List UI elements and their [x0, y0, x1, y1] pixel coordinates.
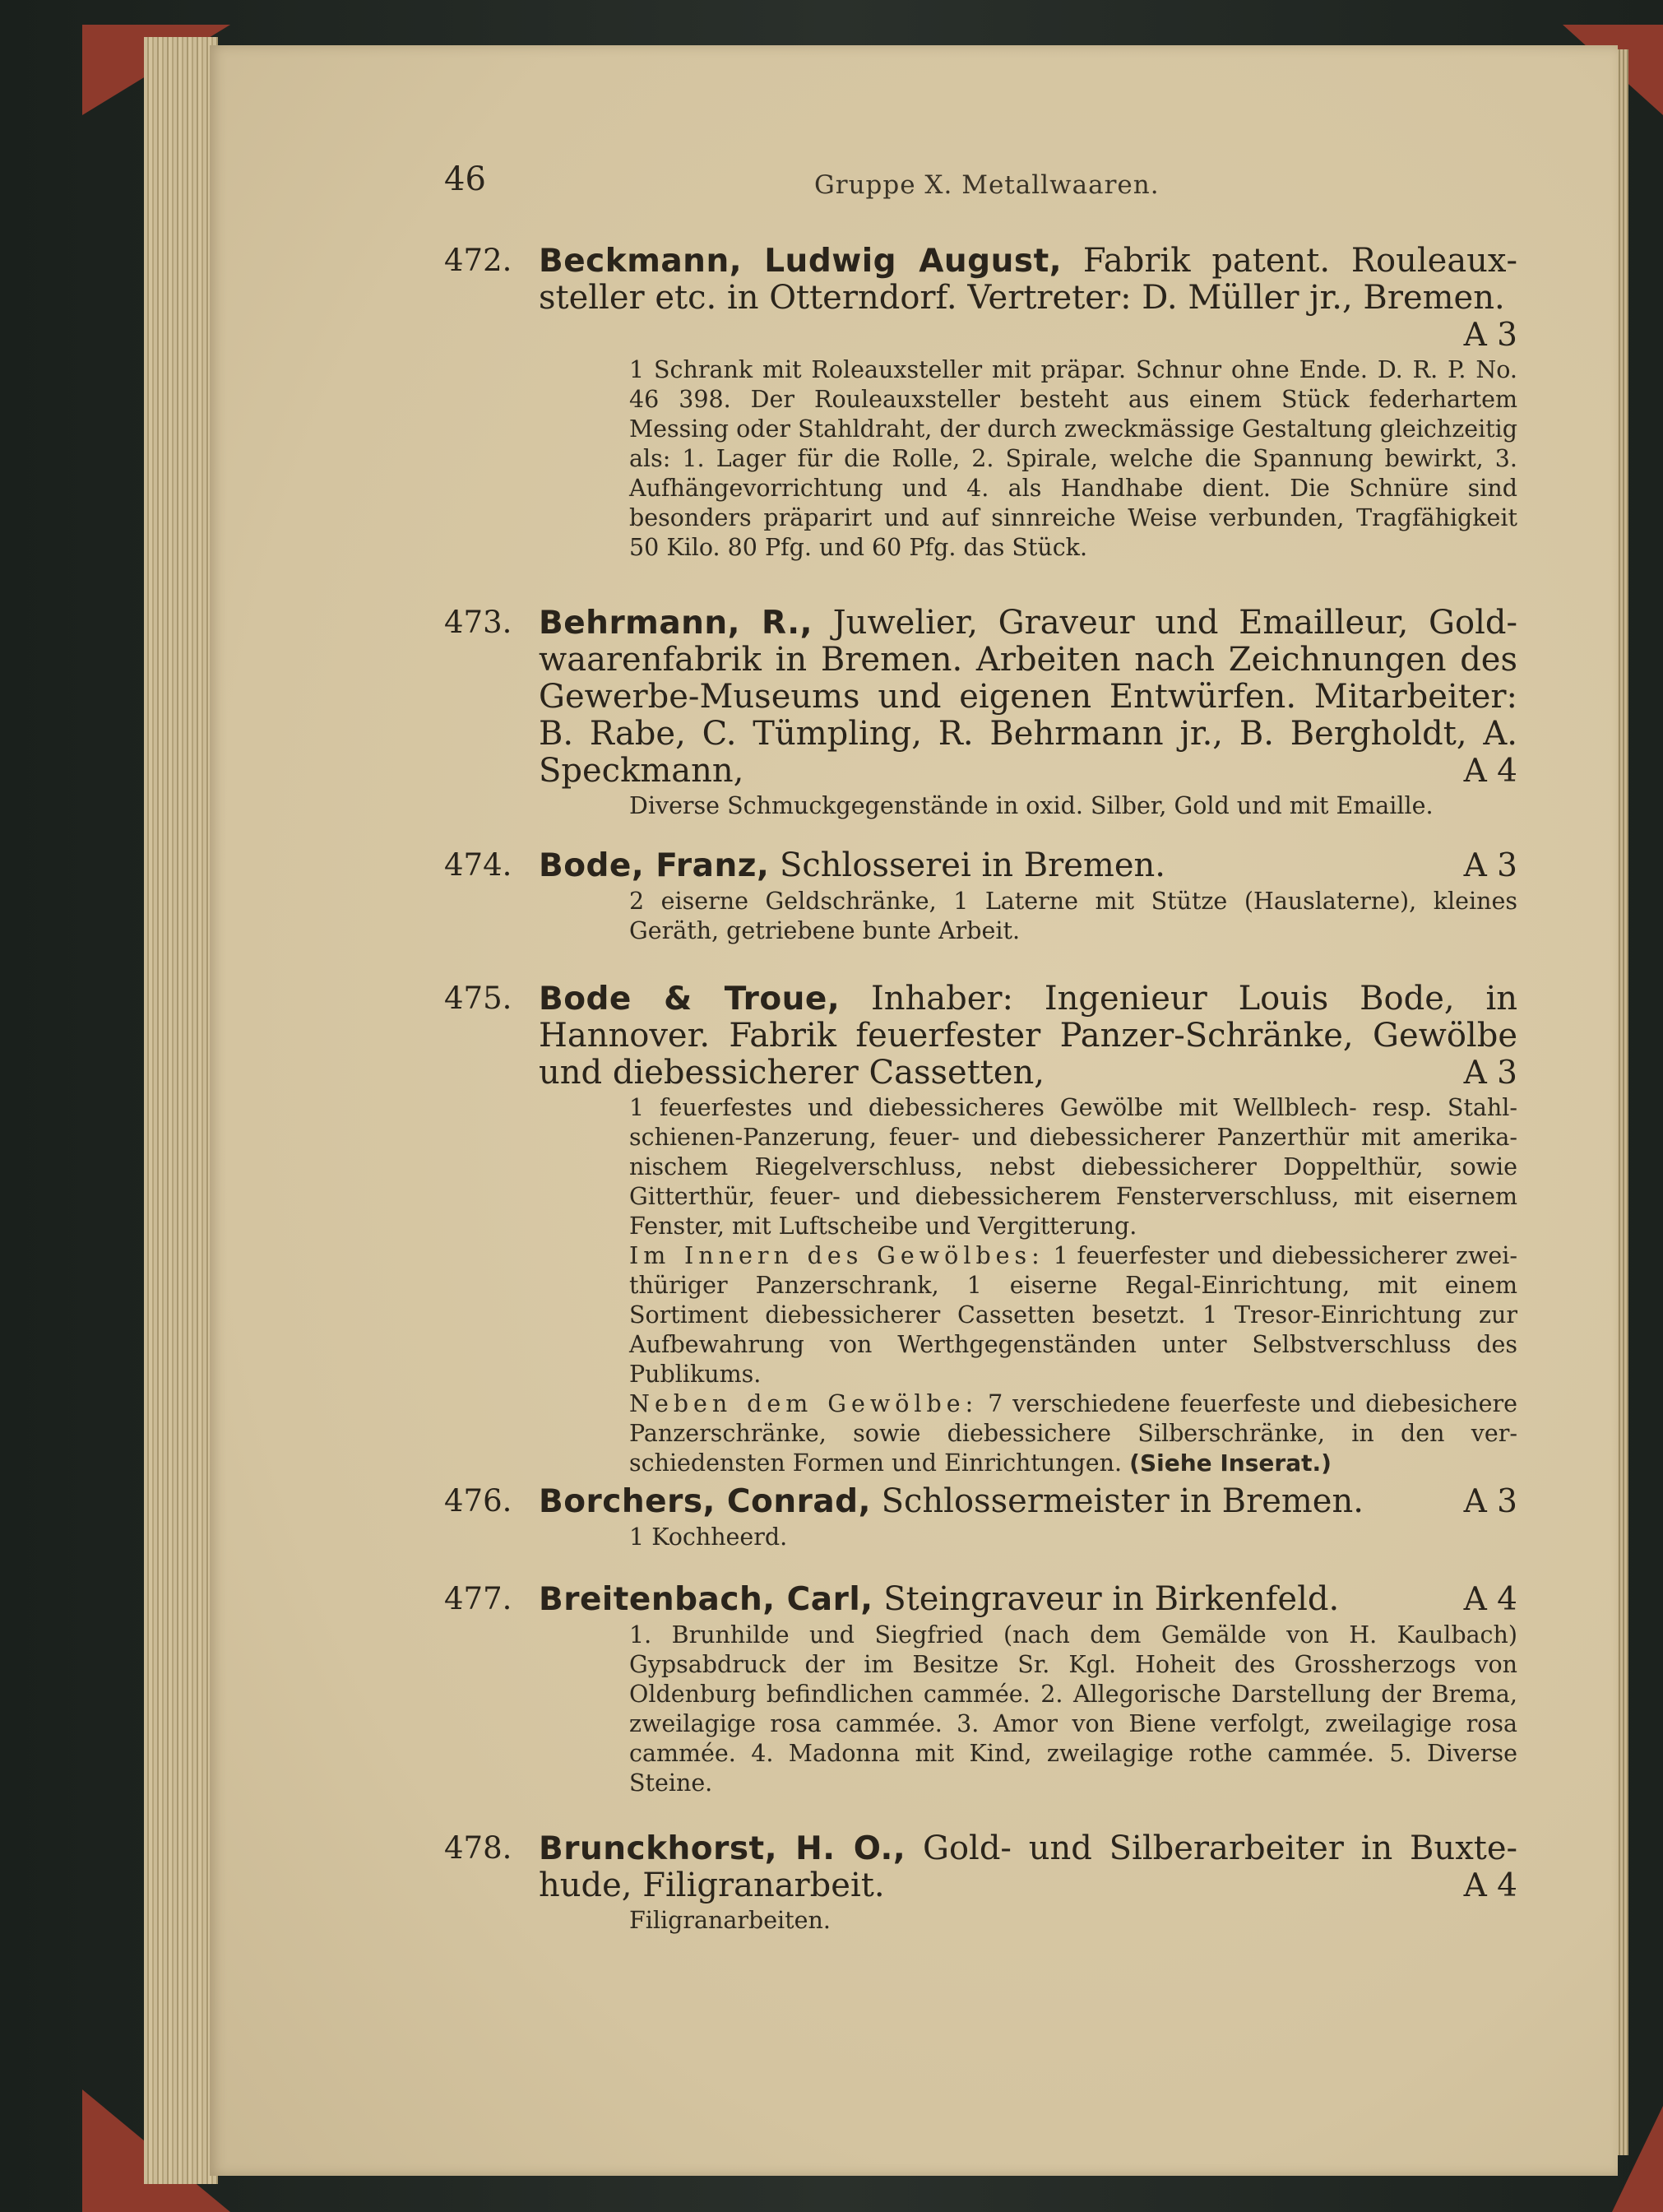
location-code: A 3: [1463, 847, 1517, 884]
entry-heading: [539, 1830, 1517, 1904]
entry-heading: [539, 1483, 1517, 1520]
section-lead: Neben dem Gewölbe:: [629, 1390, 979, 1417]
description-part: 7 verschiedene feuerfeste und diebesichere Panzerschränke, sowie diebessichere Silberschränke, in den verschiedensten Formen und Einrichtungen.: [629, 1390, 1518, 1477]
location-code: A 4: [1463, 1867, 1517, 1904]
section-lead: Im Innern des Gewölbes:: [629, 1242, 1045, 1269]
exhibitor-name: Brunckhorst, H. O.,: [539, 1830, 906, 1867]
location-code: A 3: [1463, 1483, 1517, 1520]
description-part: 1 feuerfester und diebessicherer zweithüriger Panzerschrank, 1 eiserne Regal-Einrichtung, mit einem Sortiment diebessicherer Cassetten besetzt. 1 Tresor-Einrichtung zur Aufbewahrung von Werthgegenständen unter Selbstverschluss des Publikums.: [629, 1242, 1517, 1388]
entry-number: 475.: [444, 981, 512, 1016]
entry-text: Schlosserei in Bremen.: [779, 846, 1165, 884]
entry-text: Gold- und Silberarbeiter in Buxtehude, Filigranarbeit.: [539, 1829, 1518, 1904]
entry-number: 473.: [444, 605, 512, 640]
entry-text: Fabrik patent. Rouleauxsteller etc. in Otterndorf. Vertreter: D. Müller jr., Bremen.: [539, 242, 1518, 317]
entry-heading: [539, 981, 1517, 1092]
entry-heading: [539, 847, 1517, 884]
exhibitor-name: Breitenbach, Carl,: [539, 1581, 873, 1618]
description-part: 1 feuerfestes und diebessicheres Gewölbe mit Wellblech- resp. Stahlschienen-Panzerung, feuer- und diebessicherer Panzerthür mit amerikanischem Riegelverschluss, nebst diebessicherer Doppelthür, sowie Gitterthür, feuer- und diebessicherem Fensterverschluss, mit eisernem Fenster, mit Luftscheibe und Vergitterung.: [629, 1094, 1517, 1240]
page-number: 46: [444, 160, 486, 198]
entry-description: 1 Kochheerd.: [629, 1523, 788, 1551]
entry-number: 474.: [444, 847, 512, 883]
location-code: A 3: [1463, 317, 1517, 354]
exhibitor-name: Beckmann, Ludwig August,: [539, 243, 1063, 280]
exhibitor-name: Behrmann, R.,: [539, 605, 813, 642]
running-title: Gruppe X. Metallwaaren.: [814, 170, 1160, 200]
entry-number: 478.: [444, 1830, 512, 1866]
entry-heading: [539, 243, 1517, 354]
running-head: [0, 160, 1663, 210]
entry-text: Juwelier, Graveur und Emailleur, Goldwaarenfabrik in Bremen. Arbeiten nach Zeichnungen des Gewerbe-Museums und eigenen Entwürfen. Mitarbeiter: B. Rabe, C. Tümpling, R. Behrmann jr., B. Bergholdt, A. Speckmann,: [539, 604, 1518, 790]
entry-text: Schlossermeister in Bremen.: [881, 1482, 1364, 1520]
location-code: A 3: [1463, 1055, 1517, 1092]
entry-number: 472.: [444, 243, 512, 278]
entry-description: [629, 1093, 1517, 1478]
entry-heading: [539, 1581, 1517, 1618]
exhibitor-name: Borchers, Conrad,: [539, 1483, 871, 1520]
exhibitor-name: Bode, Franz,: [539, 847, 770, 884]
entry-text: Inhaber: Ingenieur Louis Bode, in Hannover. Fabrik feuerfester Panzer-Schränke, Gewölbe und diebessicherer Cassetten,: [539, 980, 1517, 1092]
exhibitor-name: Bode & Troue,: [539, 981, 841, 1018]
entry-number: 477.: [444, 1581, 512, 1616]
page-edges: [144, 37, 218, 2184]
entry-description: Diverse Schmuckgegenstände in oxid. Silber, Gold und mit Emaille.: [629, 792, 1434, 819]
entry-description: 1. Brunhilde und Siegfried (nach dem Gemälde von H. Kaulbach) Gypsabdruck der im Besitze Sr. Kgl. Hoheit des Grossherzogs von Oldenburg befindlichen cammée. 2. Allegorische Darstellung der Brema, zweilagige rosa cammée. 3. Amor von Biene verfolgt, zweilagige rosa cammée. 4. Madonna mit Kind, zweilagige rothe cammée. 5. Diverse Steine.: [629, 1621, 1517, 1797]
entry-description: 1 Schrank mit Roleauxsteller mit präpar. Schnur ohne Ende. D. R. P. No. 46 398. Der Rouleauxsteller besteht aus einem Stück federhartem Messing oder Stahldraht, der durch zweckmässige Gestaltung gleichzeitig als: 1. Lager für die Rolle, 2. Spirale, welche die Spannung bewirkt, 3. Aufhängevorrichtung und 4. als Handhabe dient. Die Schnüre sind besonders präparirt und auf sinnreiche Weise verbunden, Tragfähigkeit 50 Kilo. 80 Pfg. und 60 Pfg. das Stück.: [629, 356, 1517, 561]
location-code: A 4: [1463, 1581, 1517, 1618]
entry-description: 2 eiserne Geldschränke, 1 Laterne mit Stütze (Hauslaterne), kleines Geräth, getriebene bunte Arbeit.: [629, 888, 1517, 944]
entry-text: Steingraveur in Birkenfeld.: [883, 1580, 1340, 1618]
entry-description: Filigranarbeiten.: [629, 1907, 831, 1934]
entry-heading: [539, 605, 1517, 790]
location-code: A 4: [1463, 753, 1517, 790]
advert-reference: (Siehe Inserat.): [1129, 1449, 1332, 1477]
entry-number: 476.: [444, 1483, 512, 1519]
